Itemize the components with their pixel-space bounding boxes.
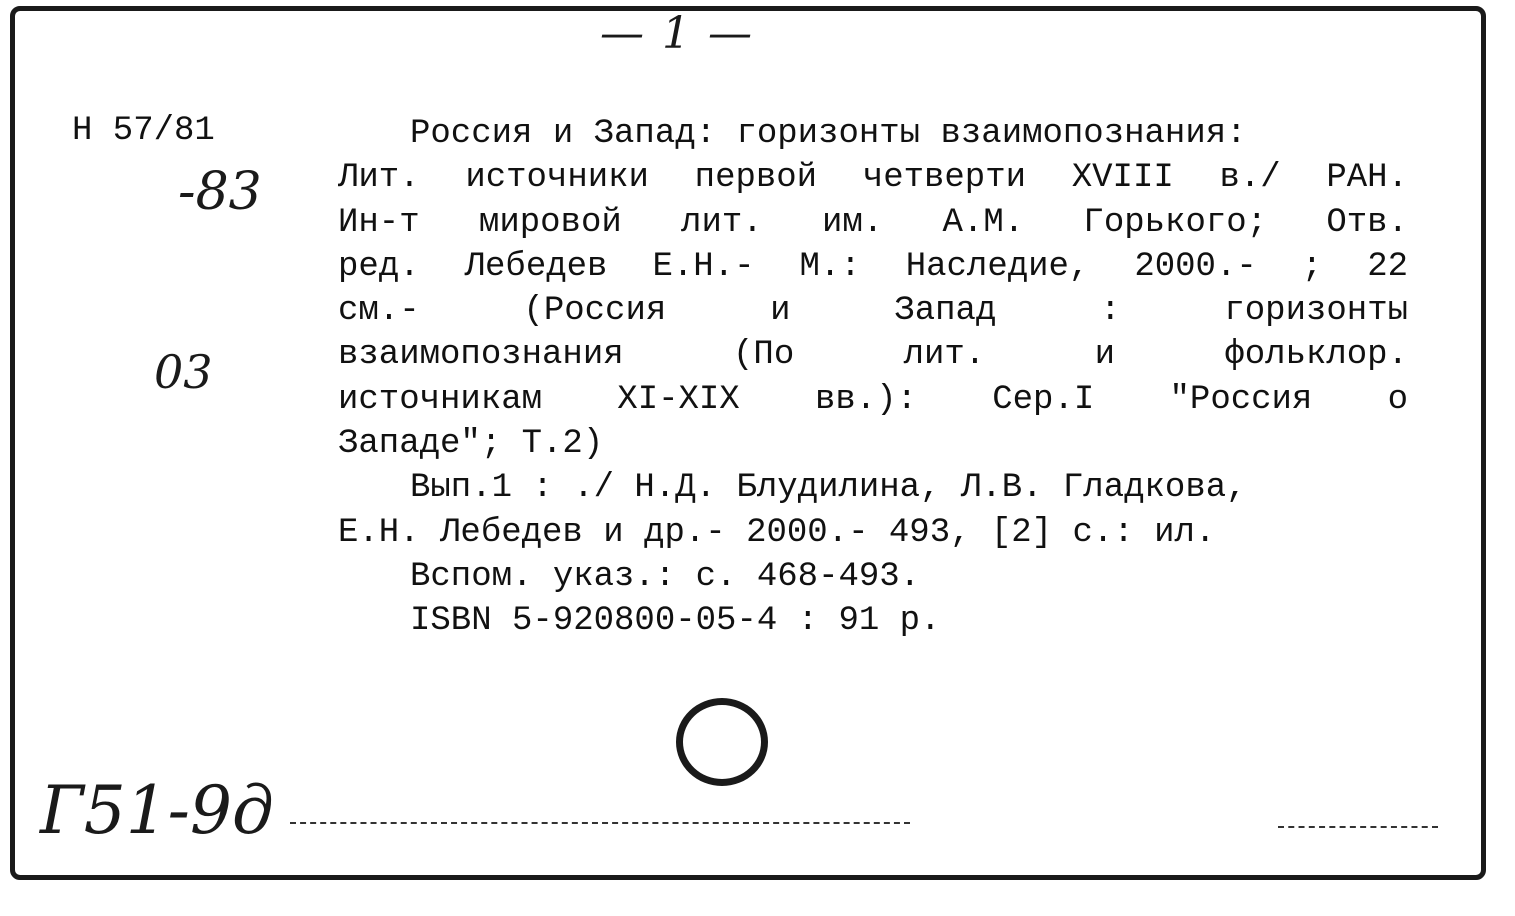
handwritten-note-middle: 03 (154, 345, 213, 399)
divider-dashed (290, 822, 910, 824)
description-line: см.- (Россия и Запад : горизонты (338, 292, 1408, 331)
description-line: Западе"; Т.2) (338, 425, 604, 464)
volume-line: Вып.1 : ./ Н.Д. Блудилина, Л.В. Гладкова, (410, 469, 1247, 508)
handwritten-note-top: -83 (178, 162, 262, 222)
handwritten-note-bottom: Г51-9д (40, 772, 274, 849)
bibliographic-description (338, 112, 1408, 644)
description-line: Ин-т мировой лит. им. А.М. Горького; Отв. (338, 203, 1408, 242)
divider-dashed (1278, 826, 1438, 828)
punch-hole (676, 698, 768, 786)
isbn-line: ISBN 5-920800-05-4 : 91 р. (410, 602, 941, 641)
description-line: ред. Лебедев Е.Н.- М.: Наследие, 2000.- ; 22 (338, 247, 1408, 286)
shelfmark: Н 57/81 (72, 112, 215, 150)
description-line: Лит. источники первой четверти XVIII в./ РАН. (338, 159, 1408, 198)
description-line: взаимопознания (По лит. и фольклор. (338, 336, 1408, 375)
description-line: Е.Н. Лебедев и др.- 2000.- 493, [2] с.: ил. (338, 513, 1216, 552)
description-line: источникам XI-XIX вв.): Сер.I "Россия о (338, 380, 1408, 419)
page-number-mark: — 1 — (600, 8, 754, 59)
index-note-line: Вспом. указ.: с. 468-493. (410, 557, 921, 596)
description-line-title: Россия и Запад: горизонты взаимопознания: (410, 115, 1247, 153)
